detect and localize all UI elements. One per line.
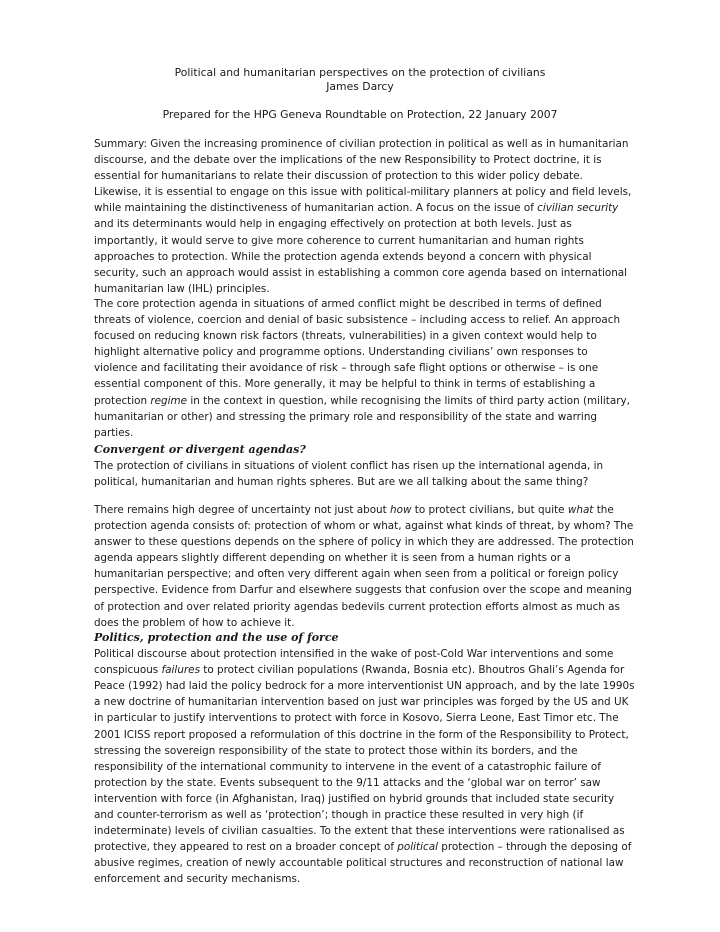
uncertainty-line: There remains high degree of uncertainty not just about how to protect civilians, but quite what the bbox=[94, 504, 614, 516]
convergent-line: political, humanitarian and human rights spheres. But are we all talking about the same thing? bbox=[94, 476, 589, 489]
emphasis-regime: regime bbox=[150, 394, 188, 407]
politics-line: Political discourse about protection intensified in the wake of post-Cold War interventions and some bbox=[94, 648, 614, 661]
core-line: The core protection agenda in situations of armed conflict might be described in terms of defined bbox=[94, 298, 602, 310]
core-agenda-paragraph bbox=[94, 296, 634, 441]
emphasis-how: how bbox=[390, 504, 412, 516]
core-line: humanitarian or other) and stressing the primary role and responsibility of the state and warring bbox=[94, 410, 598, 423]
summary-line: approaches to protection. While the protection agenda extends beyond a concern with physical bbox=[94, 250, 592, 263]
politics-line: and counter-terrorism as well as ‘protection’; though in practice these resulted in very high (if bbox=[94, 809, 584, 822]
politics-line: responsibility of the international community to intervene in the event of a catastrophic failure of bbox=[94, 760, 601, 773]
emphasis-failures: failures bbox=[161, 664, 200, 677]
uncertainty-line: agenda appears slightly different depending on whether it is seen from a human rights or a bbox=[94, 552, 571, 565]
politics-line: 2001 ICISS report proposed a reformulation of this doctrine in the form of the Responsibility to Protect, bbox=[94, 728, 629, 741]
core-line: highlight alternative policy and programme options. Understanding civilians’ own responses to bbox=[94, 346, 588, 359]
summary-line: essential for humanitarians to relate their discussion of protection to this wider policy debate. bbox=[94, 170, 583, 183]
uncertainty-line: does the problem of how to achieve it. bbox=[94, 616, 295, 629]
uncertainty-line: answer to these questions depends on the sphere of policy in which they are addressed. The protection bbox=[94, 536, 634, 549]
prepared-for-line: Prepared for the HPG Geneva Roundtable on Protection, 22 January 2007 bbox=[162, 108, 558, 121]
politics-line: in particular to justify interventions to protect with force in Kosovo, Sierra Leone, East Timor etc. The bbox=[94, 712, 619, 725]
politics-line: stressing the sovereign responsibility of the state to protect those within its borders, and the bbox=[94, 744, 578, 757]
emphasis-political: political bbox=[397, 841, 438, 854]
politics-line: protection by the state. Events subsequent to the 9/11 attacks and the ‘global war on terror’ saw bbox=[94, 776, 601, 789]
summary-line: importantly, it would serve to give more coherence to current humanitarian and human rights bbox=[94, 234, 584, 247]
uncertainty-line: humanitarian perspective; and often very different again when seen from a political or foreign policy bbox=[94, 568, 619, 581]
politics-line: abusive regimes, creation of newly accountable political structures and reconstruction of national law bbox=[94, 857, 624, 870]
section-heading: Politics, protection and the use of force bbox=[94, 631, 339, 644]
politics-line: indeterminate) levels of civilian casualties. To the extent that these interventions were rationalised as bbox=[94, 825, 625, 838]
politics-line: intervention with force (in Afghanistan, Iraq) justified on hybrid grounds that included state security bbox=[94, 792, 615, 805]
uncertainty-line: perspective. Evidence from Darfur and elsewhere suggests that confusion over the scope and meaning bbox=[94, 584, 632, 597]
convergent-section bbox=[94, 442, 634, 490]
core-line: threats of violence, coercion and denial of basic subsistence – including access to relief. An approach bbox=[94, 314, 621, 327]
emphasis-civilian-security: civilian security bbox=[537, 202, 619, 215]
summary-label: Summary bbox=[94, 138, 144, 150]
summary-line: discourse, and the debate over the implications of the new Responsibility to Protect doctrine, it is bbox=[94, 154, 602, 167]
uncertainty-line: protection agenda consists of: protection of whom or what, against what kinds of threat, by whom? The bbox=[94, 520, 634, 533]
core-line: focused on reducing known risk factors (threats, vulnerabilities) in a given context would help to bbox=[94, 330, 597, 343]
author-name: James Darcy bbox=[326, 80, 394, 93]
politics-line: Peace (1992) had laid the policy bedrock for a more interventionist UN approach, and by the late 1990s bbox=[94, 680, 635, 693]
document-title: Political and humanitarian perspectives on the protection of civilians bbox=[174, 66, 546, 79]
summary-line: Summary: Given the increasing prominence of civilian protection in political as well as in humanitarian bbox=[94, 138, 629, 150]
emphasis-what: what bbox=[567, 504, 594, 516]
summary-line: and its determinants would help in engaging effectively on protection at both levels. Just as bbox=[94, 218, 572, 231]
politics-line: conspicuous failures to protect civilian populations (Rwanda, Bosnia etc). Bhoutros Ghali’s Agenda for bbox=[94, 664, 625, 677]
section-heading: Convergent or divergent agendas? bbox=[94, 443, 306, 456]
core-line: essential component of this. More generally, it may be helpful to think in terms of establishing a bbox=[94, 378, 596, 391]
core-line: violence and facilitating their avoidance of risk – through safe flight options or otherwise – is one bbox=[94, 362, 599, 375]
politics-line: enforcement and security mechanisms. bbox=[94, 873, 301, 886]
summary-line: humanitarian law (IHL) principles. bbox=[94, 282, 270, 295]
uncertainty-line: of protection and over related priority agendas bedevils current protection efforts almost as much as bbox=[94, 600, 620, 613]
politics-line: protective, they appeared to rest on a broader concept of political protection – through the deposing of bbox=[94, 841, 632, 854]
politics-section bbox=[94, 630, 634, 888]
summary-line: Likewise, it is essential to engage on this issue with political-military planners at policy and field levels, bbox=[94, 186, 632, 199]
convergent-line: The protection of civilians in situations of violent conflict has risen up the international agenda, in bbox=[94, 460, 604, 473]
summary-paragraph bbox=[94, 136, 634, 297]
summary-line: while maintaining the distinctiveness of humanitarian action. A focus on the issue of civilian security bbox=[94, 202, 619, 215]
summary-line: security, such an approach would assist in establishing a common core agenda based on international bbox=[94, 266, 628, 279]
politics-line: a new doctrine of humanitarian intervention based on just war principles was forged by the US and UK bbox=[94, 696, 629, 709]
core-line: protection regime in the context in question, while recognising the limits of third party action (military, bbox=[94, 394, 630, 407]
core-line: parties. bbox=[94, 426, 134, 439]
uncertainty-paragraph bbox=[94, 502, 634, 631]
